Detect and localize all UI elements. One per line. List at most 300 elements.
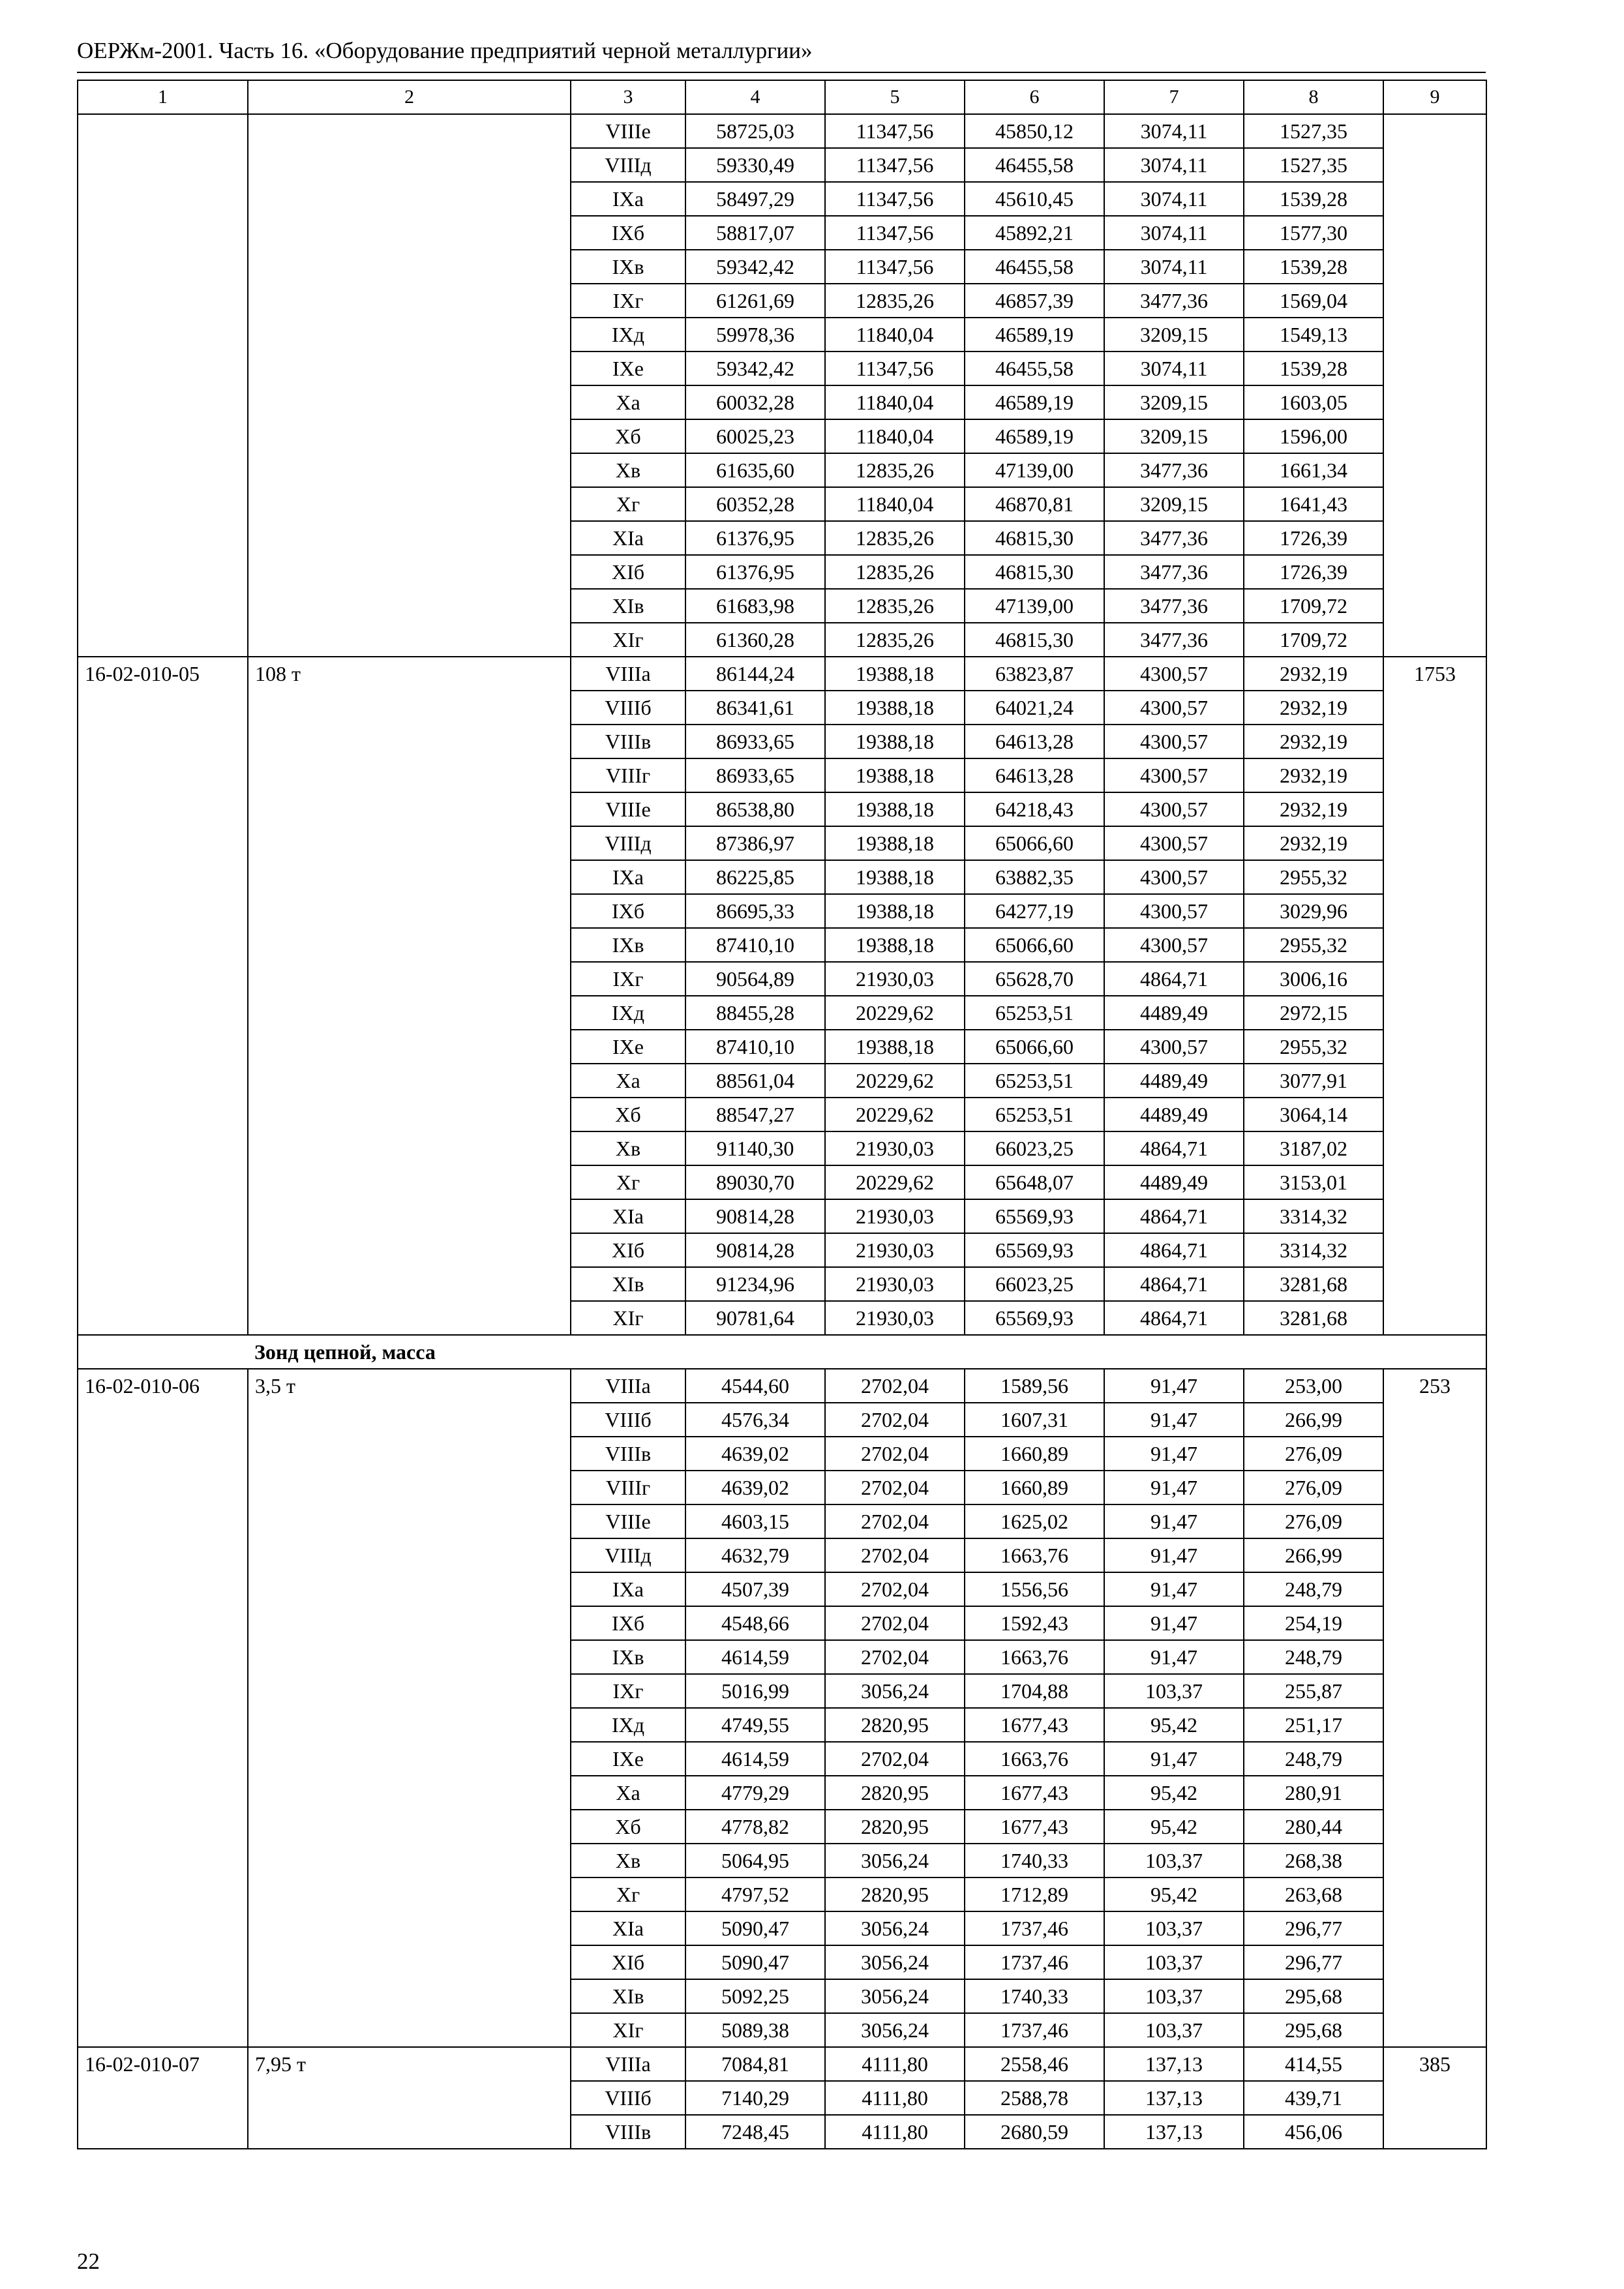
value-cell: 11840,04 xyxy=(825,385,965,419)
value-cell: 89030,70 xyxy=(685,1165,825,1199)
value-cell: 20229,62 xyxy=(825,1098,965,1131)
value-cell: 4300,57 xyxy=(1104,860,1244,894)
value-cell: 65569,93 xyxy=(965,1199,1104,1233)
value-cell: 4864,71 xyxy=(1104,962,1244,996)
value-cell: 46815,30 xyxy=(965,521,1104,555)
value-cell: 19388,18 xyxy=(825,1030,965,1064)
value-cell: 47139,00 xyxy=(965,453,1104,487)
value-cell: 137,13 xyxy=(1104,2115,1244,2149)
value-cell: 11347,56 xyxy=(825,216,965,250)
value-cell: 103,37 xyxy=(1104,2013,1244,2047)
value-cell: 254,19 xyxy=(1244,1606,1383,1640)
value-cell: 1527,35 xyxy=(1244,114,1383,148)
value-cell: 4300,57 xyxy=(1104,826,1244,860)
value-cell: 11347,56 xyxy=(825,250,965,284)
section-row xyxy=(78,1335,1486,1369)
zone-cell: XIг xyxy=(571,623,685,657)
value-cell: 58497,29 xyxy=(685,182,825,216)
column-number: 7 xyxy=(1104,80,1244,114)
value-cell: 1737,46 xyxy=(965,1945,1104,1979)
value-cell: 3477,36 xyxy=(1104,623,1244,657)
zone-cell: IXг xyxy=(571,962,685,996)
value-cell: 91,47 xyxy=(1104,1504,1244,1538)
value-cell: 19388,18 xyxy=(825,826,965,860)
value-cell: 3281,68 xyxy=(1244,1301,1383,1335)
zone-cell: Xа xyxy=(571,385,685,419)
value-cell: 4300,57 xyxy=(1104,928,1244,962)
value-cell: 19388,18 xyxy=(825,928,965,962)
value-cell: 3074,11 xyxy=(1104,148,1244,182)
value-cell: 19388,18 xyxy=(825,860,965,894)
value-cell: 20229,62 xyxy=(825,1064,965,1098)
zone-cell: Xб xyxy=(571,419,685,453)
value-cell: 11840,04 xyxy=(825,419,965,453)
value-cell: 86695,33 xyxy=(685,894,825,928)
value-cell: 2702,04 xyxy=(825,1471,965,1504)
zone-cell: Xг xyxy=(571,487,685,521)
value-cell: 1663,76 xyxy=(965,1538,1104,1572)
value-cell: 2932,19 xyxy=(1244,792,1383,826)
zone-cell: XIб xyxy=(571,1945,685,1979)
value-cell: 1607,31 xyxy=(965,1403,1104,1437)
page-number: 22 xyxy=(77,2249,100,2274)
value-cell: 91,47 xyxy=(1104,1538,1244,1572)
zone-cell: IXа xyxy=(571,182,685,216)
value-cell: 1660,89 xyxy=(965,1471,1104,1504)
zone-cell: Xв xyxy=(571,453,685,487)
value-cell: 296,77 xyxy=(1244,1911,1383,1945)
value-cell: 2702,04 xyxy=(825,1606,965,1640)
value-cell: 4544,60 xyxy=(685,1369,825,1403)
value-cell: 2972,15 xyxy=(1244,996,1383,1030)
value-cell: 12835,26 xyxy=(825,453,965,487)
value-cell: 1592,43 xyxy=(965,1606,1104,1640)
value-cell: 63882,35 xyxy=(965,860,1104,894)
value-cell: 4749,55 xyxy=(685,1708,825,1742)
value-cell: 21930,03 xyxy=(825,1233,965,1267)
zone-cell: XIв xyxy=(571,589,685,623)
mass-cell: 385 xyxy=(1383,2047,1486,2149)
zone-cell: IXд xyxy=(571,1708,685,1742)
zone-cell: VIIIа xyxy=(571,2047,685,2081)
column-number: 6 xyxy=(965,80,1104,114)
value-cell: 46815,30 xyxy=(965,555,1104,589)
value-cell: 4300,57 xyxy=(1104,657,1244,691)
zone-cell: VIIIд xyxy=(571,1538,685,1572)
value-cell: 5090,47 xyxy=(685,1911,825,1945)
value-cell: 3056,24 xyxy=(825,1979,965,2013)
value-cell: 1709,72 xyxy=(1244,589,1383,623)
value-cell: 65648,07 xyxy=(965,1165,1104,1199)
zone-cell: VIIIе xyxy=(571,792,685,826)
zone-cell: Xв xyxy=(571,1844,685,1878)
value-cell: 456,06 xyxy=(1244,2115,1383,2149)
column-number: 5 xyxy=(825,80,965,114)
value-cell: 7084,81 xyxy=(685,2047,825,2081)
value-cell: 91,47 xyxy=(1104,1403,1244,1437)
value-cell: 3077,91 xyxy=(1244,1064,1383,1098)
zone-cell: IXе xyxy=(571,1030,685,1064)
value-cell: 21930,03 xyxy=(825,1267,965,1301)
zone-cell: Xб xyxy=(571,1810,685,1844)
value-cell: 1663,76 xyxy=(965,1742,1104,1776)
value-cell: 91140,30 xyxy=(685,1131,825,1165)
value-cell: 90814,28 xyxy=(685,1199,825,1233)
value-cell: 3314,32 xyxy=(1244,1233,1383,1267)
section-spacer xyxy=(78,1335,248,1369)
value-cell: 2702,04 xyxy=(825,1403,965,1437)
value-cell: 21930,03 xyxy=(825,962,965,996)
value-cell: 280,44 xyxy=(1244,1810,1383,1844)
value-cell: 46857,39 xyxy=(965,284,1104,318)
item-name xyxy=(248,114,571,657)
value-cell: 65569,93 xyxy=(965,1233,1104,1267)
value-cell: 263,68 xyxy=(1244,1878,1383,1911)
value-cell: 3074,11 xyxy=(1104,182,1244,216)
zone-cell: VIIIд xyxy=(571,826,685,860)
zone-cell: VIIIд xyxy=(571,148,685,182)
value-cell: 4614,59 xyxy=(685,1640,825,1674)
zone-cell: IXб xyxy=(571,216,685,250)
value-cell: 2702,04 xyxy=(825,1572,965,1606)
value-cell: 19388,18 xyxy=(825,894,965,928)
value-cell: 2702,04 xyxy=(825,1742,965,1776)
value-cell: 4548,66 xyxy=(685,1606,825,1640)
value-cell: 46455,58 xyxy=(965,148,1104,182)
value-cell: 3056,24 xyxy=(825,2013,965,2047)
section-title: Зонд цепной, масса xyxy=(248,1335,1486,1369)
value-cell: 4300,57 xyxy=(1104,725,1244,758)
page-header: ОЕРЖм-2001. Часть 16. «Оборудование предприятий черной металлургии» xyxy=(77,38,813,63)
zone-cell: VIIIа xyxy=(571,657,685,691)
value-cell: 65066,60 xyxy=(965,1030,1104,1064)
value-cell: 3281,68 xyxy=(1244,1267,1383,1301)
value-cell: 61261,69 xyxy=(685,284,825,318)
value-cell: 21930,03 xyxy=(825,1301,965,1335)
zone-cell: IXа xyxy=(571,860,685,894)
value-cell: 4603,15 xyxy=(685,1504,825,1538)
value-cell: 95,42 xyxy=(1104,1878,1244,1911)
zone-cell: IXг xyxy=(571,284,685,318)
value-cell: 3029,96 xyxy=(1244,894,1383,928)
zone-cell: VIIIг xyxy=(571,758,685,792)
zone-cell: IXд xyxy=(571,318,685,352)
value-cell: 1556,56 xyxy=(965,1572,1104,1606)
value-cell: 19388,18 xyxy=(825,691,965,725)
zone-cell: Xг xyxy=(571,1878,685,1911)
value-cell: 276,09 xyxy=(1244,1471,1383,1504)
zone-cell: XIб xyxy=(571,555,685,589)
value-cell: 3209,15 xyxy=(1104,385,1244,419)
value-cell: 19388,18 xyxy=(825,657,965,691)
value-cell: 91234,96 xyxy=(685,1267,825,1301)
value-cell: 103,37 xyxy=(1104,1945,1244,1979)
zone-cell: VIIIв xyxy=(571,2115,685,2149)
value-cell: 268,38 xyxy=(1244,1844,1383,1878)
value-cell: 87386,97 xyxy=(685,826,825,860)
value-cell: 88547,27 xyxy=(685,1098,825,1131)
value-cell: 276,09 xyxy=(1244,1437,1383,1471)
value-cell: 2702,04 xyxy=(825,1640,965,1674)
value-cell: 4489,49 xyxy=(1104,996,1244,1030)
value-cell: 1737,46 xyxy=(965,1911,1104,1945)
mass-cell: 1753 xyxy=(1383,657,1486,1335)
value-cell: 2820,95 xyxy=(825,1776,965,1810)
value-cell: 2932,19 xyxy=(1244,758,1383,792)
value-cell: 1569,04 xyxy=(1244,284,1383,318)
value-cell: 4864,71 xyxy=(1104,1233,1244,1267)
table-row xyxy=(78,1369,1486,1403)
value-cell: 5090,47 xyxy=(685,1945,825,1979)
value-cell: 2702,04 xyxy=(825,1437,965,1471)
value-cell: 65569,93 xyxy=(965,1301,1104,1335)
value-cell: 103,37 xyxy=(1104,1844,1244,1878)
value-cell: 3074,11 xyxy=(1104,216,1244,250)
value-cell: 4507,39 xyxy=(685,1572,825,1606)
value-cell: 4300,57 xyxy=(1104,758,1244,792)
value-cell: 3477,36 xyxy=(1104,453,1244,487)
zone-cell: IXб xyxy=(571,894,685,928)
zone-cell: IXб xyxy=(571,1606,685,1640)
value-cell: 7140,29 xyxy=(685,2081,825,2115)
table-body xyxy=(78,80,1486,2149)
value-cell: 65253,51 xyxy=(965,996,1104,1030)
value-cell: 11840,04 xyxy=(825,318,965,352)
zone-cell: IXд xyxy=(571,996,685,1030)
value-cell: 91,47 xyxy=(1104,1471,1244,1504)
value-cell: 266,99 xyxy=(1244,1403,1383,1437)
value-cell: 103,37 xyxy=(1104,1674,1244,1708)
value-cell: 3074,11 xyxy=(1104,250,1244,284)
value-cell: 12835,26 xyxy=(825,555,965,589)
value-cell: 4639,02 xyxy=(685,1471,825,1504)
value-cell: 4614,59 xyxy=(685,1742,825,1776)
zone-cell: XIб xyxy=(571,1233,685,1267)
value-cell: 3477,36 xyxy=(1104,555,1244,589)
value-cell: 11840,04 xyxy=(825,487,965,521)
zone-cell: VIIIв xyxy=(571,1437,685,1471)
item-name: 108 т xyxy=(248,657,571,1335)
value-cell: 95,42 xyxy=(1104,1776,1244,1810)
value-cell: 64277,19 xyxy=(965,894,1104,928)
value-cell: 3153,01 xyxy=(1244,1165,1383,1199)
value-cell: 4111,80 xyxy=(825,2115,965,2149)
value-cell: 2932,19 xyxy=(1244,725,1383,758)
value-cell: 91,47 xyxy=(1104,1742,1244,1776)
value-cell: 2558,46 xyxy=(965,2047,1104,2081)
value-cell: 295,68 xyxy=(1244,1979,1383,2013)
value-cell: 90781,64 xyxy=(685,1301,825,1335)
value-cell: 86341,61 xyxy=(685,691,825,725)
zone-cell: XIг xyxy=(571,2013,685,2047)
zone-cell: IXе xyxy=(571,352,685,385)
zone-cell: IXг xyxy=(571,1674,685,1708)
zone-cell: IXв xyxy=(571,928,685,962)
value-cell: 1625,02 xyxy=(965,1504,1104,1538)
value-cell: 4111,80 xyxy=(825,2047,965,2081)
zone-cell: VIIIа xyxy=(571,1369,685,1403)
value-cell: 11347,56 xyxy=(825,182,965,216)
value-cell: 11347,56 xyxy=(825,148,965,182)
value-cell: 1589,56 xyxy=(965,1369,1104,1403)
value-cell: 90814,28 xyxy=(685,1233,825,1267)
value-cell: 1660,89 xyxy=(965,1437,1104,1471)
value-cell: 2955,32 xyxy=(1244,860,1383,894)
value-cell: 4639,02 xyxy=(685,1437,825,1471)
value-cell: 95,42 xyxy=(1104,1708,1244,1742)
value-cell: 1663,76 xyxy=(965,1640,1104,1674)
value-cell: 276,09 xyxy=(1244,1504,1383,1538)
header-rule xyxy=(77,72,1486,73)
value-cell: 2680,59 xyxy=(965,2115,1104,2149)
value-cell: 61635,60 xyxy=(685,453,825,487)
value-cell: 2955,32 xyxy=(1244,928,1383,962)
value-cell: 5092,25 xyxy=(685,1979,825,2013)
value-cell: 87410,10 xyxy=(685,928,825,962)
value-cell: 4797,52 xyxy=(685,1878,825,1911)
item-code xyxy=(78,114,248,657)
value-cell: 1539,28 xyxy=(1244,352,1383,385)
zone-cell: VIIIе xyxy=(571,1504,685,1538)
value-cell: 19388,18 xyxy=(825,792,965,826)
value-cell: 60032,28 xyxy=(685,385,825,419)
value-cell: 1740,33 xyxy=(965,1844,1104,1878)
value-cell: 5016,99 xyxy=(685,1674,825,1708)
value-cell: 1641,43 xyxy=(1244,487,1383,521)
value-cell: 87410,10 xyxy=(685,1030,825,1064)
value-cell: 4111,80 xyxy=(825,2081,965,2115)
value-cell: 4300,57 xyxy=(1104,894,1244,928)
value-cell: 1539,28 xyxy=(1244,182,1383,216)
value-cell: 2702,04 xyxy=(825,1538,965,1572)
zone-cell: VIIIб xyxy=(571,1403,685,1437)
value-cell: 21930,03 xyxy=(825,1199,965,1233)
value-cell: 91,47 xyxy=(1104,1572,1244,1606)
value-cell: 1704,88 xyxy=(965,1674,1104,1708)
table-row xyxy=(78,2047,1486,2081)
value-cell: 3187,02 xyxy=(1244,1131,1383,1165)
value-cell: 1527,35 xyxy=(1244,148,1383,182)
zone-cell: Xб xyxy=(571,1098,685,1131)
value-cell: 12835,26 xyxy=(825,589,965,623)
value-cell: 11347,56 xyxy=(825,114,965,148)
value-cell: 296,77 xyxy=(1244,1945,1383,1979)
value-cell: 137,13 xyxy=(1104,2047,1244,2081)
value-cell: 46455,58 xyxy=(965,250,1104,284)
zone-cell: IXв xyxy=(571,1640,685,1674)
value-cell: 4779,29 xyxy=(685,1776,825,1810)
value-cell: 4489,49 xyxy=(1104,1165,1244,1199)
zone-cell: Xа xyxy=(571,1776,685,1810)
item-code: 16-02-010-06 xyxy=(78,1369,248,2047)
column-number: 2 xyxy=(248,80,571,114)
value-cell: 3056,24 xyxy=(825,1844,965,1878)
value-cell: 5089,38 xyxy=(685,2013,825,2047)
zone-cell: XIа xyxy=(571,521,685,555)
value-cell: 4300,57 xyxy=(1104,1030,1244,1064)
value-cell: 1677,43 xyxy=(965,1776,1104,1810)
table-row xyxy=(78,114,1486,148)
item-name: 3,5 т xyxy=(248,1369,571,2047)
column-number: 8 xyxy=(1244,80,1383,114)
value-cell: 60025,23 xyxy=(685,419,825,453)
value-cell: 2932,19 xyxy=(1244,691,1383,725)
value-cell: 2588,78 xyxy=(965,2081,1104,2115)
value-cell: 2820,95 xyxy=(825,1878,965,1911)
value-cell: 7248,45 xyxy=(685,2115,825,2149)
value-cell: 2932,19 xyxy=(1244,657,1383,691)
zone-cell: XIв xyxy=(571,1979,685,2013)
table-row xyxy=(78,657,1486,691)
value-cell: 88455,28 xyxy=(685,996,825,1030)
value-cell: 3006,16 xyxy=(1244,962,1383,996)
value-cell: 251,17 xyxy=(1244,1708,1383,1742)
value-cell: 280,91 xyxy=(1244,1776,1383,1810)
column-number: 1 xyxy=(78,80,248,114)
zone-cell: XIг xyxy=(571,1301,685,1335)
value-cell: 248,79 xyxy=(1244,1572,1383,1606)
value-cell: 12835,26 xyxy=(825,284,965,318)
value-cell: 1661,34 xyxy=(1244,453,1383,487)
value-cell: 12835,26 xyxy=(825,521,965,555)
value-cell: 64021,24 xyxy=(965,691,1104,725)
value-cell: 2702,04 xyxy=(825,1504,965,1538)
value-cell: 95,42 xyxy=(1104,1810,1244,1844)
value-cell: 2932,19 xyxy=(1244,826,1383,860)
value-cell: 1709,72 xyxy=(1244,623,1383,657)
value-cell: 4489,49 xyxy=(1104,1064,1244,1098)
value-cell: 1740,33 xyxy=(965,1979,1104,2013)
value-cell: 90564,89 xyxy=(685,962,825,996)
zone-cell: Xа xyxy=(571,1064,685,1098)
value-cell: 2820,95 xyxy=(825,1810,965,1844)
value-cell: 66023,25 xyxy=(965,1267,1104,1301)
value-cell: 65066,60 xyxy=(965,928,1104,962)
value-cell: 20229,62 xyxy=(825,1165,965,1199)
mass-cell: 253 xyxy=(1383,1369,1486,2047)
value-cell: 46815,30 xyxy=(965,623,1104,657)
value-cell: 4300,57 xyxy=(1104,792,1244,826)
value-cell: 4576,34 xyxy=(685,1403,825,1437)
value-cell: 88561,04 xyxy=(685,1064,825,1098)
value-cell: 58817,07 xyxy=(685,216,825,250)
value-cell: 3477,36 xyxy=(1104,589,1244,623)
value-cell: 2820,95 xyxy=(825,1708,965,1742)
zone-cell: VIIIе xyxy=(571,114,685,148)
value-cell: 61376,95 xyxy=(685,555,825,589)
value-cell: 4864,71 xyxy=(1104,1301,1244,1335)
value-cell: 3209,15 xyxy=(1104,318,1244,352)
value-cell: 3074,11 xyxy=(1104,352,1244,385)
value-cell: 4300,57 xyxy=(1104,691,1244,725)
value-cell: 3477,36 xyxy=(1104,284,1244,318)
zone-cell: VIIIб xyxy=(571,691,685,725)
value-cell: 1726,39 xyxy=(1244,521,1383,555)
value-cell: 45892,21 xyxy=(965,216,1104,250)
value-cell: 65628,70 xyxy=(965,962,1104,996)
value-cell: 4632,79 xyxy=(685,1538,825,1572)
value-cell: 63823,87 xyxy=(965,657,1104,691)
zone-cell: VIIIб xyxy=(571,2081,685,2115)
zone-cell: IXа xyxy=(571,1572,685,1606)
value-cell: 64613,28 xyxy=(965,758,1104,792)
value-cell: 266,99 xyxy=(1244,1538,1383,1572)
value-cell: 46455,58 xyxy=(965,352,1104,385)
value-cell: 46589,19 xyxy=(965,318,1104,352)
item-code: 16-02-010-07 xyxy=(78,2047,248,2149)
value-cell: 66023,25 xyxy=(965,1131,1104,1165)
value-cell: 4778,82 xyxy=(685,1810,825,1844)
